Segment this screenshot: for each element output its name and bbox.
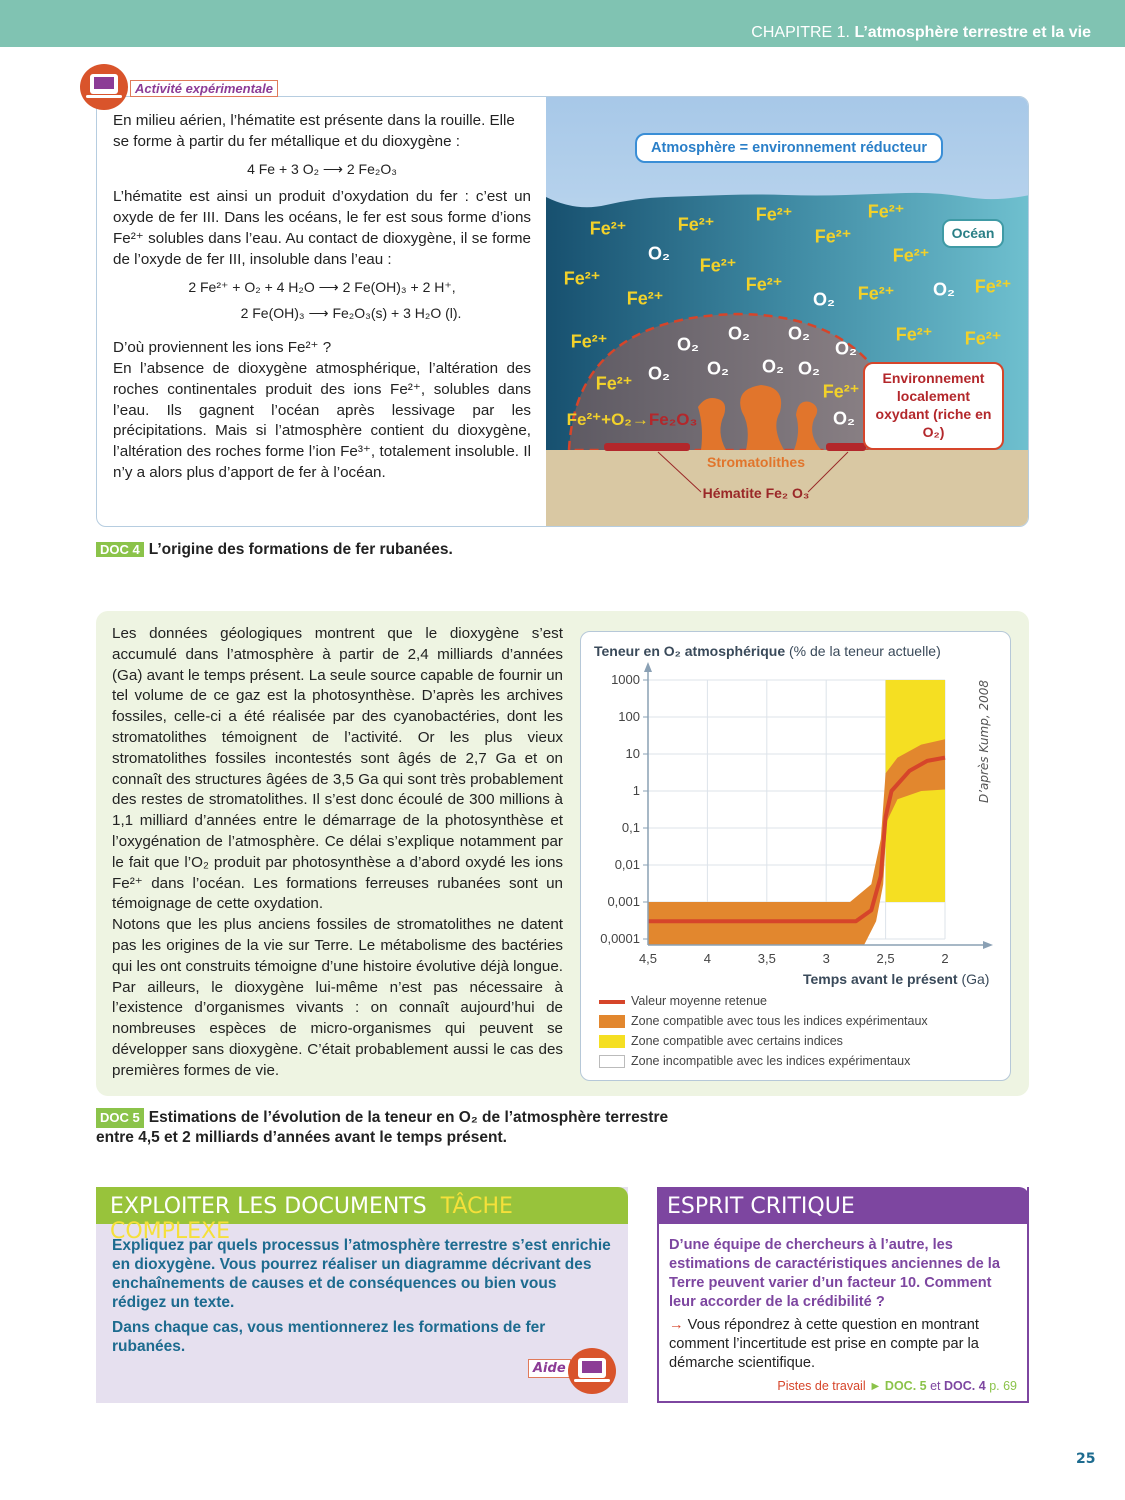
chapter-title: L’atmosphère terrestre et la vie — [854, 24, 1091, 41]
y-tick-label: 10 — [625, 746, 640, 761]
fe2-ion-label: Fe²⁺ — [595, 373, 633, 394]
exploit-header — [96, 1187, 628, 1244]
oxidizing-environment-label: Environnement localement oxydant (riche en O₂) — [863, 362, 1004, 450]
fe2-ion-label: Fe²⁺ — [755, 204, 793, 225]
exploit-documents-box — [96, 1187, 628, 1403]
chart-plot — [581, 632, 1011, 992]
x-tick-label: 2,5 — [876, 951, 895, 966]
doc4-paragraph: D’où proviennent les ions Fe²⁺ ? — [113, 339, 332, 357]
legend-label: Zone compatible avec certains indices — [631, 1034, 843, 1048]
critical-instruction: Vous répondrez à cette question en montrant comment l’incertitude est prise en compte par la démarche scientifique. — [669, 1317, 979, 1371]
caption-text: Estimations de l’évolution de la teneur en O₂ de l’atmosphère terrestre — [148, 1109, 669, 1126]
equation: 2 Fe²⁺ + O₂ + 4 H₂O ⟶ 2 Fe(OH)₃ + 2 H⁺, — [188, 278, 456, 295]
laptop-wifi-icon[interactable] — [568, 1348, 616, 1394]
doc4-link[interactable]: DOC. 4 — [944, 1379, 986, 1393]
x-axis-title-unit: (Ga) — [961, 971, 990, 987]
task-text: Expliquez par quels processus l’atmosphère terrestre s’est enrichie en dioxygène. Vous pourrez réaliser un diagramme décrivant des enchaînements de causes et de conséquences ou bien vous rédigez un texte. — [112, 1237, 611, 1311]
reaction-product: Fe₂O₃ — [648, 410, 698, 429]
x-tick-label: 3 — [822, 951, 830, 966]
legend-label: Zone incompatible avec les indices expérimentaux — [631, 1054, 911, 1068]
doc5-paragraph: Notons que les plus anciens fossiles de stromatolithes ne datent pas les origines de la vie sur Terre. Le métabolisme des bactéries qui les ont construits témoigne d’une histoire évolutive déjà longue. Par ailleurs, le dioxygène lui-même n’est pas nécessaire à l’existence d’organismes vivants : on connaît aujourd’hui de nombreuses espèces de micro-organismes qui peuvent se développer sans dioxygène. C’était probablement aussi le cas des premières formes de vie. — [112, 916, 563, 1079]
fe2-ion-label: Fe²⁺ — [974, 276, 1012, 297]
o2-molecule-label: O₂ — [835, 338, 857, 359]
y-axis-arrow-icon — [644, 662, 652, 672]
critical-question: D’une équipe de chercheurs à l’autre, les estimations de caractéristiques anciennes de la Terre peuvent varier d’un facteur 10. Comment leur accorder de la crédibilité ? — [669, 1237, 1000, 1310]
fe2-ion-label: Fe²⁺ — [589, 218, 627, 239]
caption-text: entre 4,5 et 2 milliards d’années avant le temps présent. — [96, 1129, 507, 1146]
equation: 4 Fe + 3 O₂ ⟶ 2 Fe₂O₃ — [247, 160, 397, 177]
equation: 2 Fe(OH)₃ ⟶ Fe₂O₃(s) + 3 H₂O (l). — [240, 305, 462, 322]
fe2-ion-label: Fe²⁺ — [892, 245, 930, 266]
atmosphere-label: Atmosphère = environnement réducteur — [635, 133, 943, 163]
chapter-header — [0, 0, 1125, 47]
legend-label: Zone compatible avec tous les indices expérimentaux — [631, 1014, 928, 1028]
stromatolithes-label: Stromatolithes — [706, 454, 806, 470]
doc4-paragraph: L’hématite est ainsi un produit d’oxydation du fer : c’est un oxyde de fer III. Dans les océans, le fer est sous forme d’ions Fe²⁺ solubles dans l’eau. Au contact de dioxygène, il se forme de l’oxyde de fer III, insoluble dans l’eau : — [113, 188, 531, 268]
legend-swatch — [599, 1015, 625, 1028]
esprit-title: ESPRIT CRITIQUE — [657, 1187, 1029, 1224]
y-tick-label: 100 — [618, 709, 640, 724]
fe2-ion-label: Fe²⁺ — [626, 288, 664, 309]
fe2-ion-label: Fe²⁺ — [822, 381, 860, 402]
oxygen-chart — [580, 631, 1011, 1081]
and-text: et — [930, 1379, 941, 1393]
aide-label[interactable]: Aide — [528, 1359, 571, 1378]
x-tick-label: 3,5 — [757, 951, 776, 966]
y-tick-label: 0,1 — [621, 820, 640, 835]
exploit-title: EXPLOITER LES DOCUMENTS — [110, 1194, 427, 1219]
doc5-link[interactable]: ► DOC. 5 — [869, 1379, 927, 1393]
iron-formation-illustration — [546, 97, 1029, 527]
y-tick-label: 0,01 — [614, 857, 640, 872]
doc4-caption — [96, 541, 453, 559]
legend-swatch — [599, 1000, 625, 1004]
ocean-label: Océan — [942, 219, 1004, 248]
doc4-paragraph: En milieu aérien, l’hématite est présente dans la rouille. Elle se forme à partir du fer métallique et du dioxygène : — [113, 112, 515, 150]
o2-molecule-label: O₂ — [798, 358, 820, 379]
esprit-critique-box — [657, 1187, 1029, 1403]
doc-tag: DOC 4 — [96, 542, 144, 557]
x-tick-label: 4 — [703, 951, 712, 966]
arrow-icon: → — [669, 1317, 684, 1333]
exploit-subtitle: TÂCHE COMPLEXE — [110, 1194, 513, 1244]
laptop-wifi-icon[interactable] — [80, 64, 128, 110]
o2-molecule-label: O₂ — [933, 279, 955, 300]
o2-molecule-label: O₂ — [677, 334, 699, 355]
doc-tag: DOC 5 — [96, 1108, 144, 1128]
y-tick-label: 0,001 — [607, 894, 640, 909]
chart-source: D’après Kump, 2008 — [977, 680, 991, 804]
o2-molecule-label: O₂ — [707, 358, 729, 379]
doc4-paragraph: En l’absence de dioxygène atmosphérique, l’altération des roches continentales produit des ions Fe²⁺, solubles dans l’eau. Ils gagnent l’océan après lessivage par les précipitations. Mais si l’atmosphère contient du dioxygène, l’altération des roches forme l’ion Fe³⁺, totalement insoluble. Il n’y a alors plus d’apport de fer à l’océan. — [113, 359, 531, 481]
fe2-ion-label: Fe²⁺ — [570, 331, 608, 352]
o2-molecule-label: O₂ — [648, 363, 670, 384]
page-ref: p. 69 — [989, 1379, 1017, 1393]
o2-molecule-label: O₂ — [833, 408, 855, 429]
reaction-label — [567, 410, 698, 430]
chapter-number: CHAPITRE 1. — [751, 24, 850, 41]
o2-molecule-label: O₂ — [813, 289, 835, 310]
fe2-ion-label: Fe²⁺ — [895, 324, 933, 345]
o2-molecule-label: O₂ — [648, 243, 670, 264]
task-text: Dans chaque cas, vous mentionnerez les formations de fer rubanées. — [112, 1319, 546, 1355]
y-tick-label: 1000 — [611, 672, 640, 687]
fe2-ion-label: Fe²⁺ — [964, 328, 1002, 349]
doc5-paragraph: Les données géologiques montrent que le dioxygène s’est accumulé dans l’atmosphère à partir de 2,4 milliards d’années (Ga) avant le temps présent. La seule source capable de fournir un tel volume de ce gaz est la photosynthèse. D’après les archives fossiles, celle-ci a été réalisée par des cyanobactéries, dont les stromatolithes témoignent de l’activité. Or les plus vieux stromatolithes fossiles incontestés sont âgés de 2,7 Ga et on connaît des structures âgées de 3,5 Ga qui sont très probablement des restes de stromatolithes. Il s’est donc écoulé de 300 millions à 1,1 milliard d’années entre le démarrage de la photosynthèse et l’oxygénation de l’atmosphère. Ce délai s’explique notamment par le fait que l’O₂ produit par photosynthèse a d’abord oxydé les ions Fe²⁺ dans l’océan. Les formations ferreuses rubanées sont un témoignage de cette oxydation. — [112, 625, 563, 913]
fe2-ion-label: Fe²⁺ — [867, 201, 905, 222]
fe2-ion-label: Fe²⁺ — [857, 283, 895, 304]
legend-item — [599, 994, 767, 1008]
fe2-ion-label: Fe²⁺ — [699, 255, 737, 276]
legend-swatch — [599, 1035, 625, 1048]
o2-molecule-label: O₂ — [788, 323, 810, 344]
legend-swatch — [599, 1055, 625, 1068]
hematite-label: Hématite Fe₂ O₃ — [702, 485, 810, 501]
doc4-text — [113, 111, 531, 490]
doc5-text — [112, 624, 563, 1088]
fe2-ion-label: Fe²⁺ — [745, 274, 783, 295]
pistes-label: Pistes de travail — [777, 1379, 866, 1393]
y-axis-title-bold: Teneur en O₂ atmosphérique — [594, 643, 786, 659]
fe2-ion-label: Fe²⁺ — [563, 268, 601, 289]
doc5-caption — [96, 1108, 668, 1148]
reaction-reactants: Fe²⁺+O₂→ — [566, 410, 649, 429]
page-number: 25 — [1076, 1451, 1096, 1467]
y-axis-title-unit: (% de la teneur actuelle) — [789, 643, 941, 659]
activity-label: Activité expérimentale — [130, 80, 278, 97]
o2-molecule-label: O₂ — [762, 356, 784, 377]
x-axis-arrow-icon — [983, 941, 993, 949]
legend-item — [599, 1034, 843, 1048]
x-tick-label: 4,5 — [638, 951, 658, 966]
x-axis-title — [803, 971, 989, 987]
y-tick-label: 1 — [632, 783, 640, 798]
x-axis-title-bold: Temps avant le présent — [803, 971, 958, 987]
o2-molecule-label: O₂ — [728, 323, 750, 344]
doc4-panel — [96, 96, 1029, 527]
fe2-ion-label: Fe²⁺ — [814, 226, 852, 247]
legend-item — [599, 1014, 928, 1028]
legend-item — [599, 1054, 910, 1068]
legend-label: Valeur moyenne retenue — [631, 994, 767, 1008]
y-tick-label: 0,0001 — [600, 931, 640, 946]
fe2-ion-label: Fe²⁺ — [677, 214, 715, 235]
x-tick-label: 2 — [941, 951, 949, 966]
caption-text: L’origine des formations de fer rubanées. — [148, 541, 453, 558]
